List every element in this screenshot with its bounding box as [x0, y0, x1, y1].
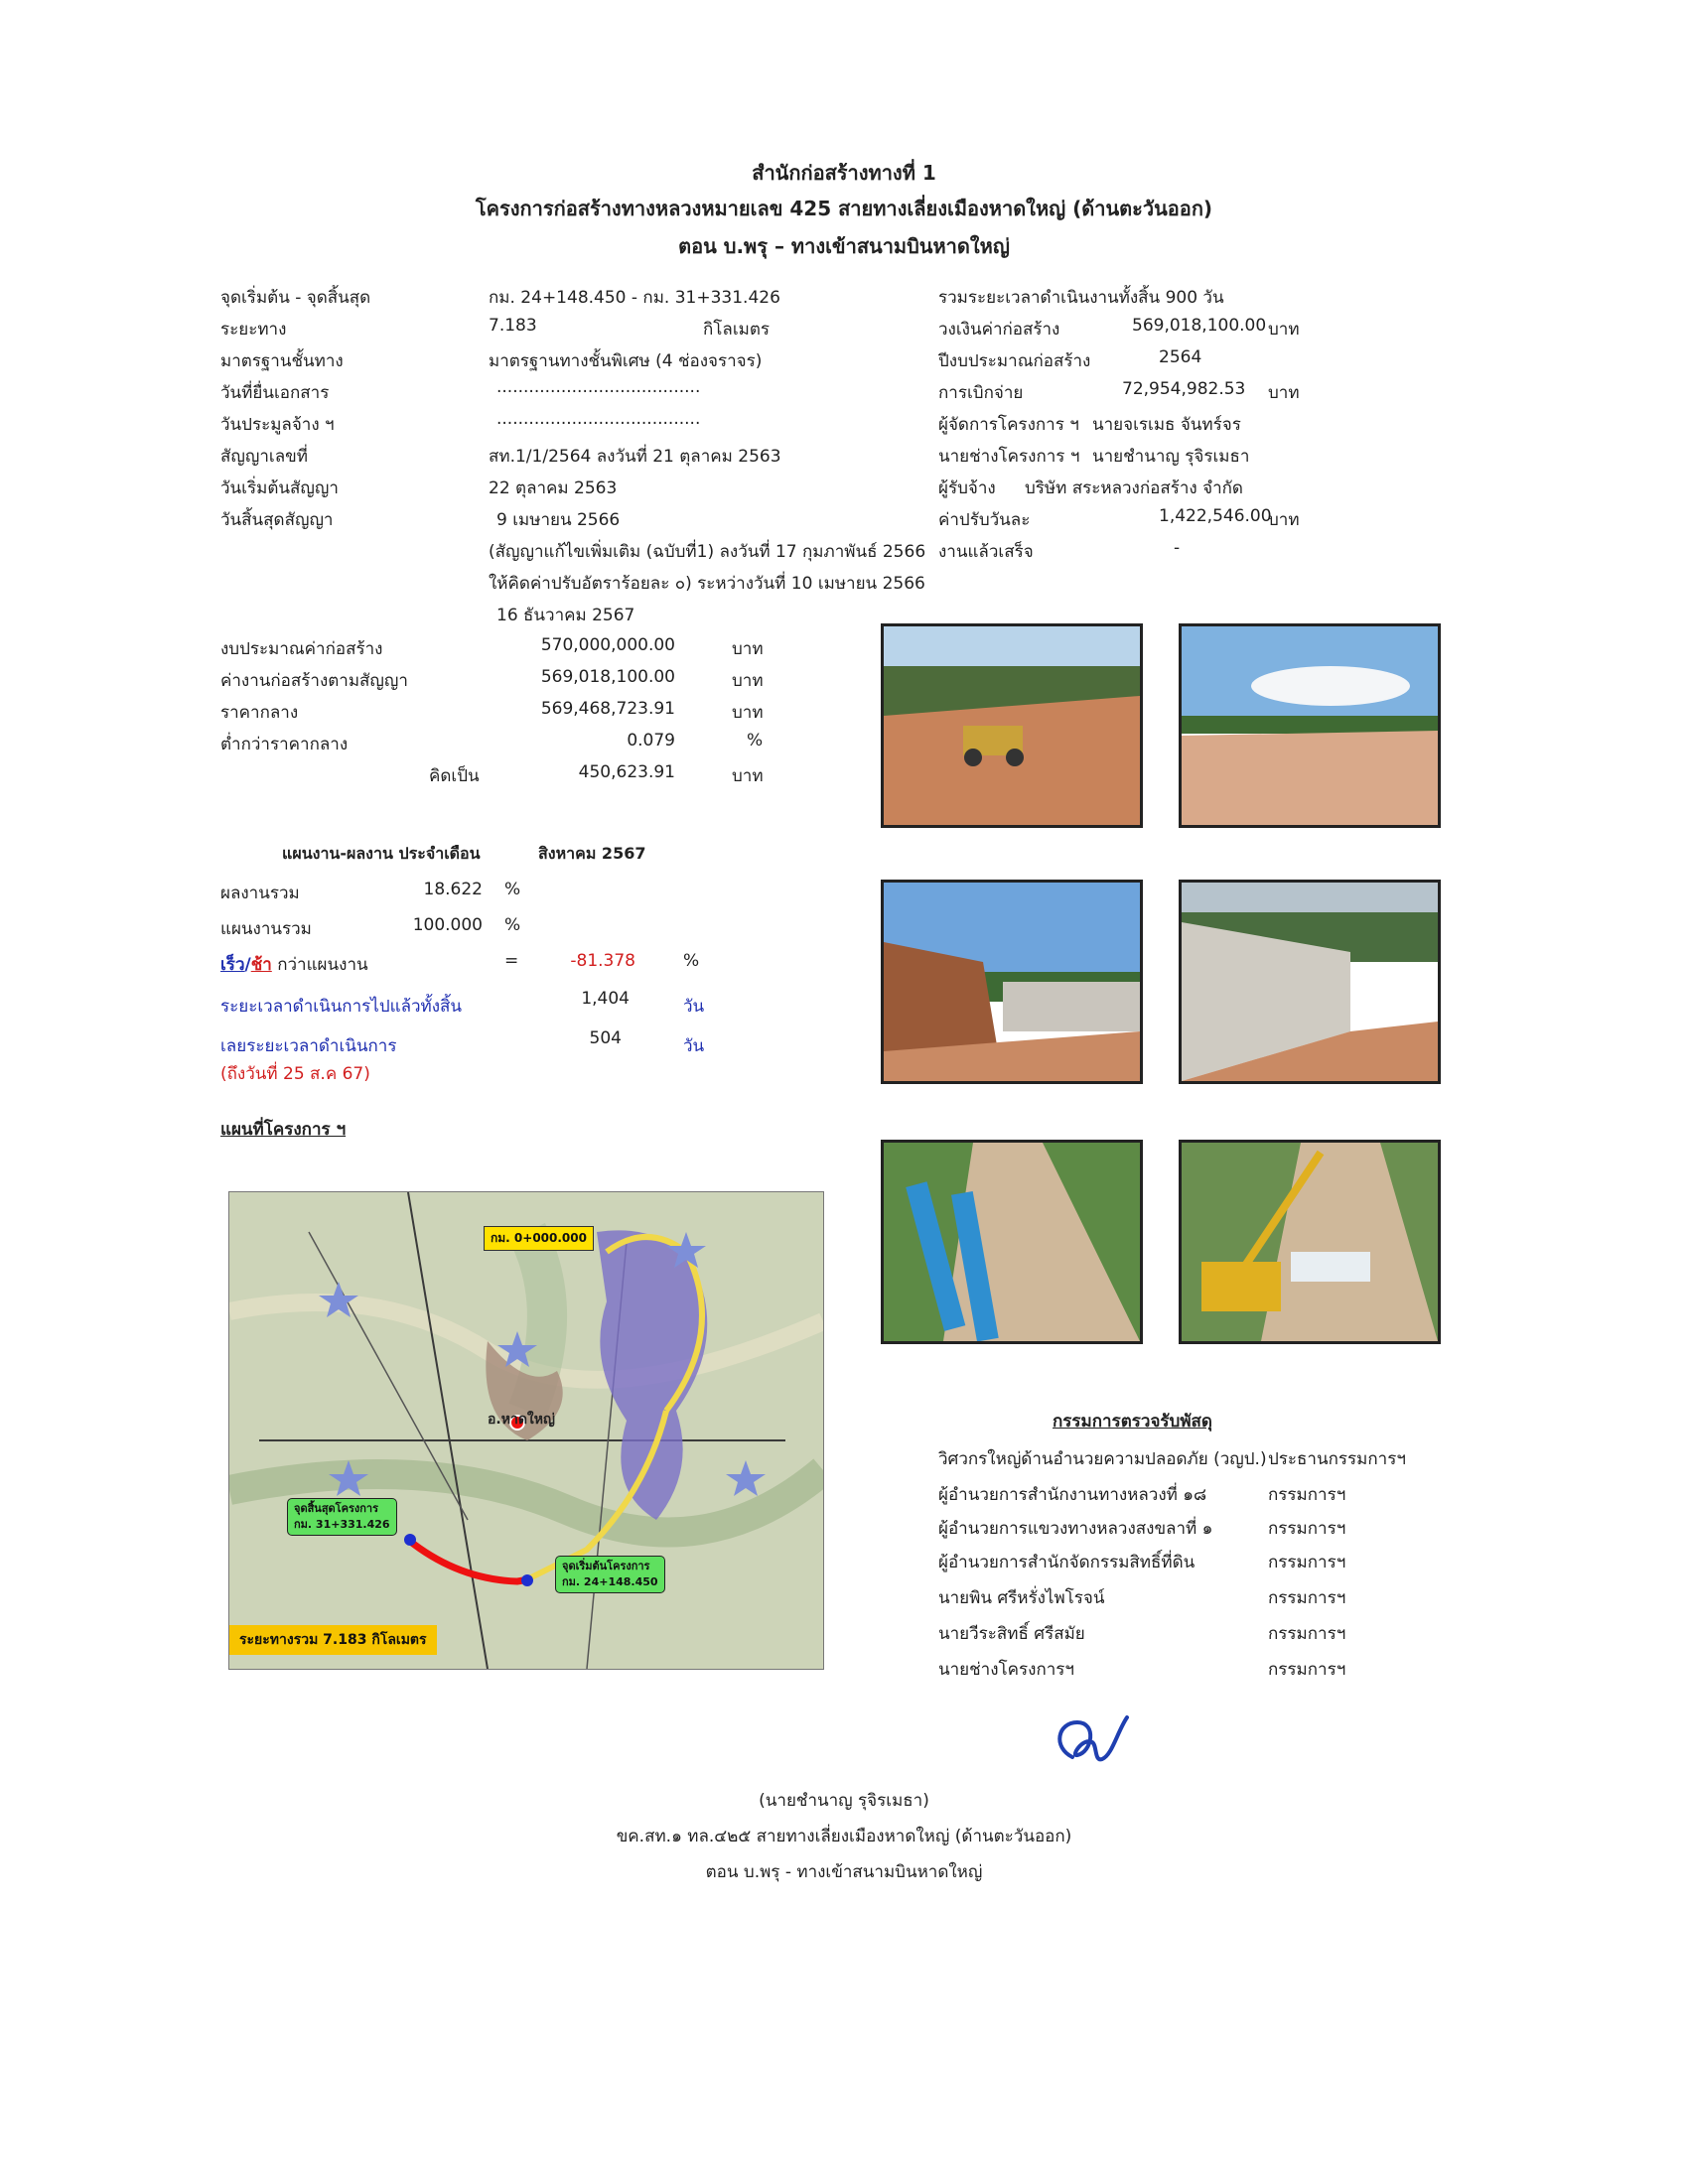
cost-value: 569,018,100.00 — [540, 667, 675, 687]
bid-date-value: ...................................... — [496, 409, 701, 429]
committee-member-role: กรรมการฯ — [1268, 1485, 1346, 1505]
total-distance-label: ระยะทางรวม 7.183 กิโลเมตร — [229, 1625, 437, 1655]
savings-label: คิดเป็น — [429, 766, 480, 786]
header-line-1: สำนักก่อสร้างทางที่ 1 — [752, 161, 936, 185]
contractor-label: ผู้รับจ้าง — [938, 478, 996, 498]
elapsed-value: 1,404 — [581, 989, 630, 1009]
committee-heading: กรรมการตรวจรับพัสดุ — [1053, 1412, 1212, 1432]
committee-member-name: นายวีระสิทธิ์ ศรีสมัย — [938, 1624, 1085, 1644]
committee-member-name: นายช่างโครงการฯ — [938, 1660, 1074, 1680]
committee-member-role: กรรมการฯ — [1268, 1519, 1346, 1539]
progress-month: สิงหาคม 2567 — [538, 844, 646, 863]
penalty-value: 1,422,546.00 — [1159, 506, 1272, 526]
signer-name: (นายชำนาญ รุจิรเมธา) — [759, 1791, 929, 1811]
header-line-3: ตอน บ.พรุ – ทางเข้าสนามบินหาดใหญ่ — [678, 234, 1010, 258]
site-photo-wall — [1179, 880, 1441, 1084]
cost-unit: บาท — [732, 671, 764, 691]
amendment-line-2: ให้คิดค่าปรับอัตราร้อยละ ๐) ระหว่างวันที่ 10 เมษายน 2566 — [489, 574, 925, 594]
end-point-callout — [287, 1498, 397, 1536]
as-of-date: (ถึงวันที่ 25 ส.ค 67) — [220, 1064, 370, 1084]
plan-label: แผนงานรวม — [220, 919, 312, 939]
contract-no-value: สท.1/1/2564 ลงวันที่ 21 ตุลาคม 2563 — [489, 447, 781, 467]
result-percent: % — [504, 880, 521, 899]
committee-member-name: วิศวกรใหญ่ด้านอำนวยความปลอดภัย (วญป.) — [938, 1449, 1267, 1469]
completion-value: - — [1174, 538, 1181, 558]
ahead-behind-label — [220, 951, 368, 978]
manager-value: นายจเรเมธ จันทร์จร — [1092, 415, 1241, 435]
amendment-line-3: 16 ธันวาคม 2567 — [496, 606, 635, 625]
budget-unit: บาท — [1268, 320, 1300, 340]
disbursement-value: 72,954,982.53 — [1122, 379, 1246, 399]
start-point-title: จุดเริ่มต้นโครงการ — [562, 1560, 650, 1572]
site-photo-grader — [881, 623, 1143, 828]
city-label: อ.หาดใหญ่ — [488, 1412, 555, 1428]
handwritten-signature — [1043, 1707, 1138, 1777]
slash: / — [244, 955, 251, 975]
cost-value: 0.079 — [627, 731, 675, 751]
progress-heading: แผนงาน-ผลงาน ประจำเดือน — [282, 844, 481, 863]
plan-value: 100.000 — [412, 915, 483, 935]
bid-date-label: วันประมูลจ้าง ฯ — [220, 415, 335, 435]
cost-value: 569,468,723.91 — [540, 699, 675, 719]
duration-label: รวมระยะเวลาดำเนินงานทั้งสิ้น 900 วัน — [938, 288, 1224, 308]
committee-member-name: ผู้อำนวยการสำนักงานทางหลวงที่ ๑๘ — [938, 1485, 1207, 1505]
contract-start-label: วันเริ่มต้นสัญญา — [220, 478, 339, 498]
standard-value: มาตรฐานทางชั้นพิเศษ (4 ช่องจราจร) — [489, 351, 763, 371]
engineer-label: นายช่างโครงการ ฯ — [938, 447, 1080, 467]
manager-label: ผู้จัดการโครงการ ฯ — [938, 415, 1079, 435]
header-line-2: โครงการก่อสร้างทางหลวงหมายเลข 425 สายทางเลี่ยงเมืองหาดใหญ่ (ด้านตะวันออก) — [475, 197, 1213, 220]
submit-date-label: วันที่ยื่นเอกสาร — [220, 383, 330, 403]
budget-label: วงเงินค่าก่อสร้าง — [938, 320, 1060, 340]
standard-label: มาตรฐานชั้นทาง — [220, 351, 344, 371]
contract-no-label: สัญญาเลขที่ — [220, 447, 308, 467]
committee-member-name: นายพิน ศรีหรั่งไพโรจน์ — [938, 1588, 1105, 1608]
contract-start-value: 22 ตุลาคม 2563 — [489, 478, 618, 498]
committee-member-role: กรรมการฯ — [1268, 1624, 1346, 1644]
contract-end-label: วันสิ้นสุดสัญญา — [220, 510, 334, 530]
cost-unit: % — [747, 731, 764, 751]
committee-member-name: ผู้อำนวยการแขวงทางหลวงสงขลาที่ ๑ — [938, 1519, 1213, 1539]
amendment-line-1: (สัญญาแก้ไขเพิ่มเติม (ฉบับที่1) ลงวันที่ 17 กุมภาพันธ์ 2566 — [489, 542, 926, 562]
disbursement-label: การเบิกจ่าย — [938, 383, 1024, 403]
penalty-label: ค่าปรับวันละ — [938, 510, 1031, 530]
site-photo-formwork — [881, 880, 1143, 1084]
result-label: ผลงานรวม — [220, 884, 300, 903]
committee-member-role: กรรมการฯ — [1268, 1660, 1346, 1680]
result-value: 18.622 — [423, 880, 483, 899]
overdue-value: 504 — [589, 1028, 622, 1048]
overdue-unit: วัน — [683, 1036, 705, 1056]
committee-member-name: ผู้อำนวยการสำนักจัดกรรมสิทธิ์ที่ดิน — [938, 1553, 1196, 1572]
cost-label: งบประมาณค่าก่อสร้าง — [220, 639, 383, 659]
contractor-value: บริษัท สระหลวงก่อสร้าง จำกัด — [1025, 478, 1243, 498]
distance-unit: กิโลเมตร — [703, 320, 771, 340]
savings-unit: บาท — [732, 766, 764, 786]
project-map — [228, 1191, 824, 1670]
contract-end-value: 9 เมษายน 2566 — [496, 510, 621, 530]
penalty-unit: บาท — [1268, 510, 1300, 530]
km0-label: กม. 0+000.000 — [484, 1226, 594, 1251]
submit-date-value: ...................................... — [496, 377, 701, 397]
fiscal-year-value: 2564 — [1159, 347, 1202, 367]
start-point-km: กม. 24+148.450 — [562, 1575, 658, 1588]
cost-label: ราคากลาง — [220, 703, 299, 723]
start-end-value: กม. 24+148.450 - กม. 31+331.426 — [489, 288, 780, 308]
slow-label: ช้า — [250, 955, 272, 975]
fiscal-year-label: ปีงบประมาณก่อสร้าง — [938, 351, 1091, 371]
start-point-callout — [555, 1556, 665, 1593]
distance-value: 7.183 — [489, 316, 537, 336]
signer-title-2: ตอน บ.พรุ - ทางเข้าสนามบินหาดใหญ่ — [705, 1862, 983, 1882]
elapsed-label: ระยะเวลาดำเนินการไปแล้วทั้งสิ้น — [220, 997, 463, 1017]
committee-member-role: กรรมการฯ — [1268, 1588, 1346, 1608]
difference-percent: % — [683, 951, 700, 971]
end-point-km: กม. 31+331.426 — [294, 1518, 390, 1531]
start-end-label: จุดเริ่มต้น - จุดสิ้นสุด — [220, 288, 371, 308]
savings-value: 450,623.91 — [578, 762, 675, 782]
cost-value: 570,000,000.00 — [540, 635, 675, 655]
vs-plan-label: กว่าแผนงาน — [271, 955, 368, 975]
committee-member-role: ประธานกรรมการฯ — [1268, 1449, 1406, 1469]
map-heading: แผนที่โครงการ ฯ — [220, 1120, 347, 1140]
cost-label: ต่ำกว่าราคากลาง — [220, 735, 349, 754]
plan-percent: % — [504, 915, 521, 935]
distance-label: ระยะทาง — [220, 320, 287, 340]
cost-unit: บาท — [732, 703, 764, 723]
disbursement-unit: บาท — [1268, 383, 1300, 403]
completion-label: งานแล้วเสร็จ — [938, 542, 1034, 562]
end-point-title: จุดสิ้นสุดโครงการ — [294, 1502, 378, 1515]
engineer-value: นายชำนาญ รุจิรเมธา — [1092, 447, 1250, 467]
site-photo-road — [1179, 623, 1441, 828]
site-photo-crane — [1179, 1140, 1441, 1344]
cost-unit: บาท — [732, 639, 764, 659]
signer-title-1: ขค.สท.๑ ทล.๔๒๕ สายทางเลี่ยงเมืองหาดใหญ่ (ด้านตะวันออก) — [616, 1827, 1072, 1846]
overdue-label: เลยระยะเวลาดำเนินการ — [220, 1036, 397, 1056]
map-graphic — [229, 1192, 823, 1669]
difference-value: -81.378 — [570, 951, 635, 971]
cost-label: ค่างานก่อสร้างตามสัญญา — [220, 671, 408, 691]
site-photo-girders — [881, 1140, 1143, 1344]
committee-member-role: กรรมการฯ — [1268, 1553, 1346, 1572]
elapsed-unit: วัน — [683, 997, 705, 1017]
equals-sign: = — [504, 951, 519, 971]
fast-label: เร็ว — [220, 955, 245, 975]
budget-value: 569,018,100.00 — [1132, 316, 1267, 336]
